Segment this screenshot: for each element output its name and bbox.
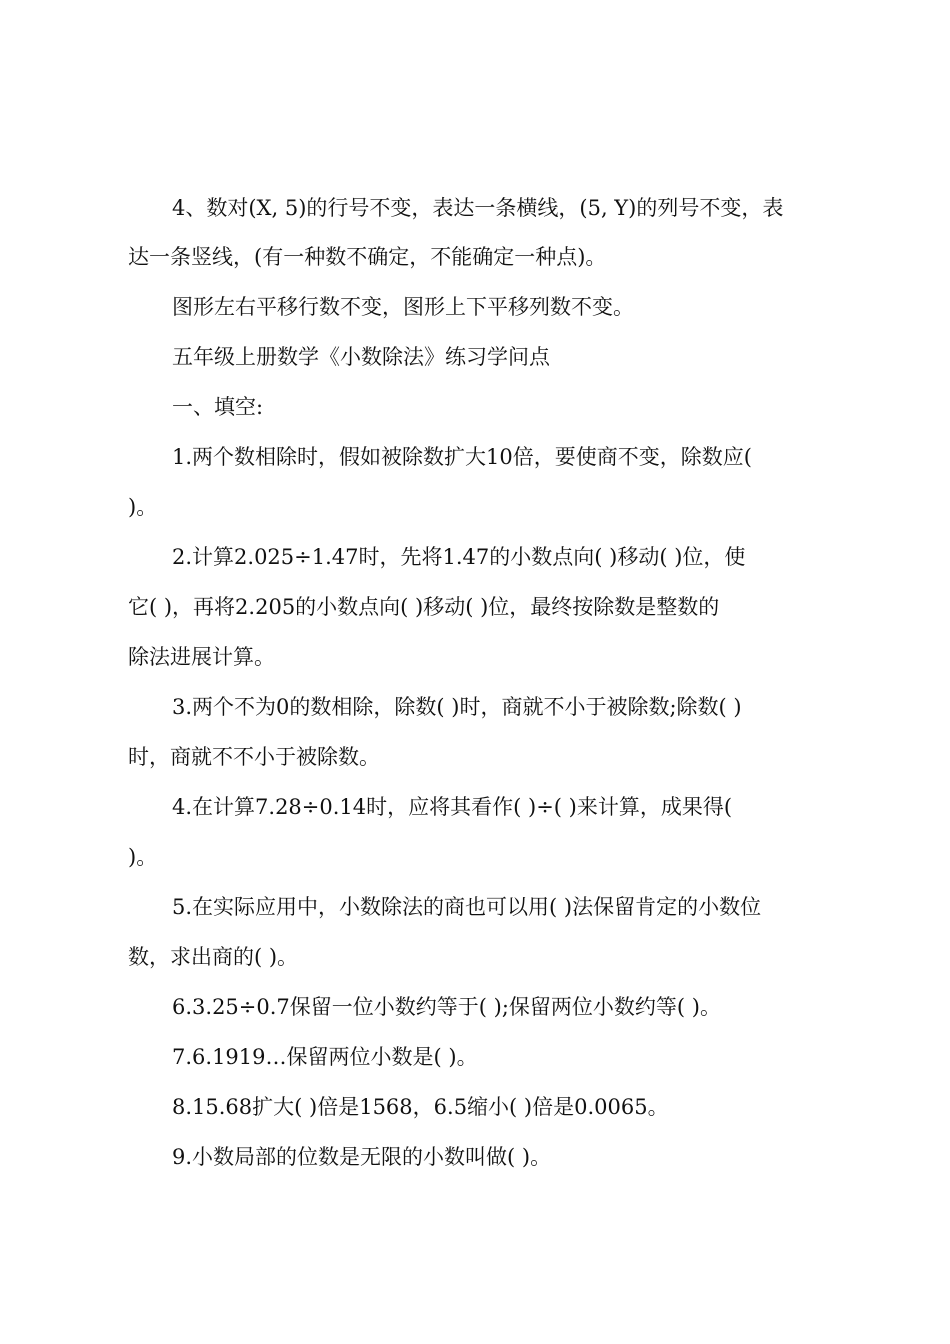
question-line: 6.3.25÷0.7保留一位小数约等于( );保留两位小数约等( )。 (172, 995, 721, 1019)
paragraph-line: 图形左右平移行数不变，图形上下平移列数不变。 (172, 295, 634, 319)
question-line: 2.计算2.025÷1.47时，先将1.47的小数点向( )移动( )位，使 (172, 545, 746, 569)
section-heading: 五年级上册数学《小数除法》练习学问点 (172, 345, 550, 369)
question-line: 时，商就不不小于被除数。 (128, 745, 380, 769)
question-line: 5.在实际应用中，小数除法的商也可以用( )法保留肯定的小数位 (172, 895, 762, 919)
question-line: 它( )，再将2.205的小数点向( )移动( )位，最终按除数是整数的 (128, 595, 720, 619)
question-line: 4.在计算7.28÷0.14时，应将其看作( )÷( )来计算，成果得( (172, 795, 733, 819)
question-line: 8.15.68扩大( )倍是1568，6.5缩小( )倍是0.0065。 (172, 1095, 669, 1119)
paragraph-line: 4、数对(X, 5)的行号不变，表达一条横线，(5, Y)的列号不变，表 (172, 196, 784, 220)
question-line: 3.两个不为0的数相除，除数( )时，商就不小于被除数;除数( ) (172, 695, 742, 719)
paragraph-line: 达一条竖线，(有一种数不确定，不能确定一种点)。 (128, 245, 607, 269)
question-line: 9.小数局部的位数是无限的小数叫做( )。 (172, 1145, 552, 1169)
question-line: )。 (128, 845, 158, 869)
question-line: 1.两个数相除时，假如被除数扩大10倍，要使商不变，除数应( (172, 445, 752, 469)
question-line: 除法进展计算。 (128, 645, 275, 669)
question-line: 7.6.1919…保留两位小数是( )。 (172, 1045, 478, 1069)
section-heading: 一、填空: (172, 395, 264, 419)
question-line: )。 (128, 495, 158, 519)
question-line: 数，求出商的( )。 (128, 945, 299, 969)
